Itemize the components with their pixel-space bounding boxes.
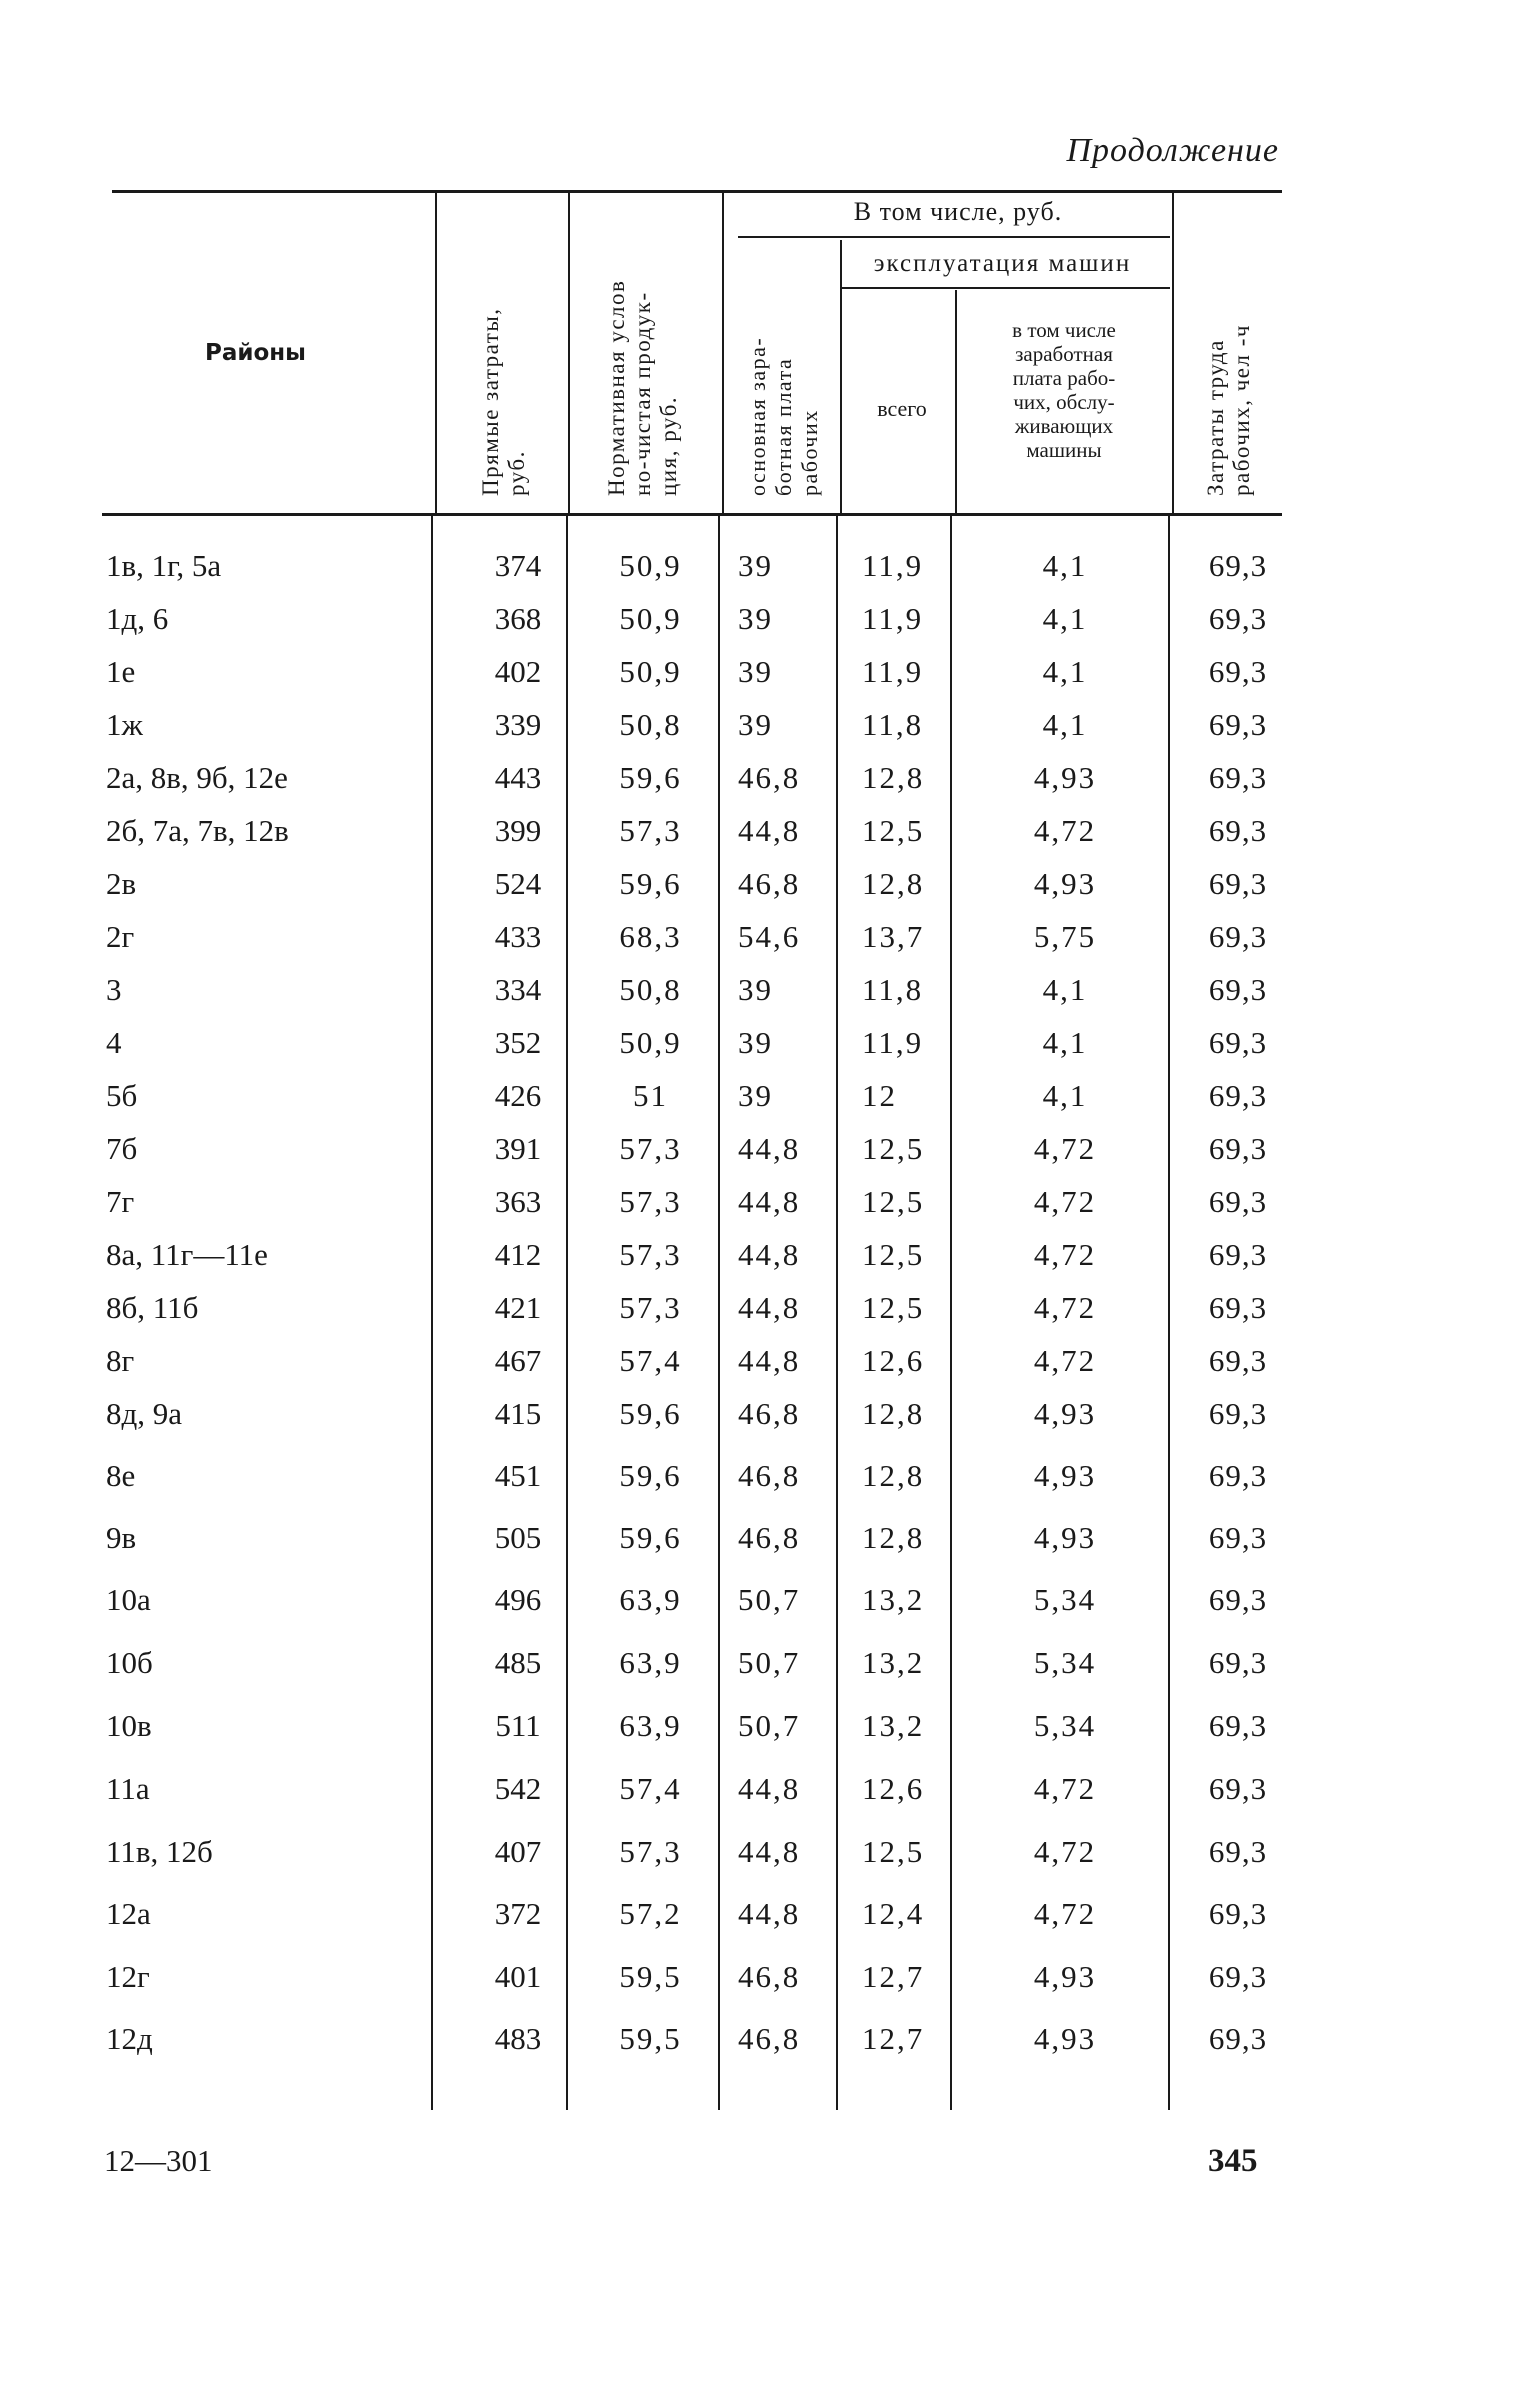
cell-norm: 63,9 xyxy=(619,1708,682,1743)
col-divider-5-head xyxy=(955,290,957,513)
cell-wage: 4,72 xyxy=(1033,1184,1097,1219)
cell-total: 12,5 xyxy=(862,1237,925,1272)
cell-labor: 69,3 xyxy=(1208,601,1268,636)
cell-district: 2в xyxy=(106,866,137,901)
cell-norm: 63,9 xyxy=(619,1582,682,1617)
cell-direct: 426 xyxy=(494,1078,542,1113)
cell-wage: 4,72 xyxy=(1033,1771,1097,1806)
cell-base: 44,8 xyxy=(738,813,801,848)
cell-labor: 69,3 xyxy=(1208,1645,1268,1680)
cell-base: 39 xyxy=(738,654,773,689)
cell-district: 8е xyxy=(106,1458,136,1493)
continuation-label: Продолжение xyxy=(1066,132,1279,169)
table-row xyxy=(0,1959,1523,2009)
cell-district: 3 xyxy=(106,972,122,1007)
cell-labor: 69,3 xyxy=(1208,1343,1268,1378)
cell-norm: 57,3 xyxy=(619,1237,682,1272)
header-direct-costs: Прямые затраты, руб. xyxy=(478,307,529,496)
cell-labor: 69,3 xyxy=(1208,1396,1268,1431)
table-row xyxy=(0,1896,1523,1946)
cell-total: 13,2 xyxy=(862,1708,925,1743)
cell-norm: 50,9 xyxy=(619,1025,682,1060)
cell-norm: 63,9 xyxy=(619,1645,682,1680)
cell-direct: 368 xyxy=(494,601,542,636)
cell-direct: 451 xyxy=(494,1458,542,1493)
cell-district: 10а xyxy=(106,1582,151,1617)
cell-district: 8а, 11г—11е xyxy=(106,1237,268,1272)
cell-wage: 4,1 xyxy=(1042,601,1088,636)
cell-wage: 4,93 xyxy=(1033,1458,1097,1493)
cell-labor: 69,3 xyxy=(1208,866,1268,901)
header-incl-group: В том числе, руб. xyxy=(853,197,1063,226)
table-row xyxy=(0,1771,1523,1821)
cell-direct: 339 xyxy=(494,707,542,742)
cell-total: 12,8 xyxy=(862,866,925,901)
table-row xyxy=(0,654,1523,704)
cell-direct: 334 xyxy=(494,972,542,1007)
cell-direct: 399 xyxy=(494,813,542,848)
cell-base: 46,8 xyxy=(738,1396,801,1431)
cell-labor: 69,3 xyxy=(1208,1708,1268,1743)
cell-wage: 4,93 xyxy=(1033,760,1097,795)
cell-direct: 505 xyxy=(494,1520,542,1555)
cell-base: 50,7 xyxy=(738,1582,801,1617)
cell-base: 50,7 xyxy=(738,1708,801,1743)
table-row xyxy=(0,1708,1523,1758)
table-row xyxy=(0,813,1523,863)
table-row xyxy=(0,1582,1523,1632)
table-row xyxy=(0,972,1523,1022)
table-row xyxy=(0,707,1523,757)
cell-norm: 59,6 xyxy=(619,1396,682,1431)
cell-norm: 57,4 xyxy=(619,1343,682,1378)
cell-wage: 5,34 xyxy=(1033,1708,1097,1743)
cell-total: 12,8 xyxy=(862,1458,925,1493)
header-districts: Районы xyxy=(205,340,306,366)
cell-total: 13,7 xyxy=(862,919,925,954)
cell-district: 12а xyxy=(106,1896,151,1931)
cell-direct: 402 xyxy=(494,654,542,689)
cell-direct: 363 xyxy=(494,1184,542,1219)
cell-norm: 57,3 xyxy=(619,813,682,848)
header-bottom-rule xyxy=(102,513,1282,516)
table-top-rule xyxy=(112,190,1282,193)
cell-wage: 4,1 xyxy=(1042,654,1088,689)
cell-wage: 4,72 xyxy=(1033,1131,1097,1166)
cell-total: 12,8 xyxy=(862,1396,925,1431)
cell-district: 12д xyxy=(106,2021,153,2056)
cell-total: 11,9 xyxy=(862,548,924,583)
page-number: 345 xyxy=(1208,2143,1258,2179)
cell-district: 9в xyxy=(106,1520,137,1555)
cell-district: 11а xyxy=(106,1771,150,1806)
col-divider-1-head xyxy=(435,193,437,513)
cell-norm: 68,3 xyxy=(619,919,682,954)
table-row xyxy=(0,1237,1523,1287)
cell-total: 12,8 xyxy=(862,760,925,795)
cell-total: 12,8 xyxy=(862,1520,925,1555)
cell-total: 11,8 xyxy=(862,707,924,742)
cell-direct: 352 xyxy=(494,1025,542,1060)
cell-labor: 69,3 xyxy=(1208,760,1268,795)
header-normative-product: Нормативная услов но-чистая продук- ция, руб. xyxy=(604,279,681,496)
table-row xyxy=(0,1078,1523,1128)
cell-district: 1ж xyxy=(106,707,143,742)
cell-direct: 542 xyxy=(494,1771,542,1806)
table-row xyxy=(0,1520,1523,1570)
cell-wage: 4,72 xyxy=(1033,1237,1097,1272)
table-row xyxy=(0,919,1523,969)
cell-total: 12,5 xyxy=(862,1290,925,1325)
cell-total: 12,7 xyxy=(862,1959,925,1994)
cell-direct: 524 xyxy=(494,866,542,901)
cell-district: 8д, 9а xyxy=(106,1396,183,1431)
cell-base: 46,8 xyxy=(738,1520,801,1555)
cell-total: 12,6 xyxy=(862,1343,925,1378)
cell-district: 1е xyxy=(106,654,136,689)
cell-total: 12,5 xyxy=(862,1834,925,1869)
table-row xyxy=(0,866,1523,916)
cell-labor: 69,3 xyxy=(1208,1025,1268,1060)
cell-base: 46,8 xyxy=(738,760,801,795)
cell-direct: 407 xyxy=(494,1834,542,1869)
cell-base: 39 xyxy=(738,1078,773,1113)
cell-labor: 69,3 xyxy=(1208,972,1268,1007)
cell-norm: 50,8 xyxy=(619,972,682,1007)
cell-total: 12,7 xyxy=(862,2021,925,2056)
cell-norm: 50,9 xyxy=(619,654,682,689)
cell-base: 44,8 xyxy=(738,1343,801,1378)
cell-wage: 4,72 xyxy=(1033,813,1097,848)
cell-direct: 412 xyxy=(494,1237,542,1272)
table-row xyxy=(0,1025,1523,1075)
cell-district: 10б xyxy=(106,1645,153,1680)
table-row xyxy=(0,1458,1523,1508)
cell-wage: 4,93 xyxy=(1033,866,1097,901)
table-row xyxy=(0,601,1523,651)
cell-labor: 69,3 xyxy=(1208,1184,1268,1219)
header-incl-wages: в том числе заработная плата рабо- чих, обслу- живающих машины xyxy=(1012,318,1116,462)
cell-direct: 443 xyxy=(494,760,542,795)
cell-district: 7б xyxy=(106,1131,138,1166)
cell-base: 39 xyxy=(738,707,773,742)
cell-wage: 4,93 xyxy=(1033,1520,1097,1555)
cell-district: 11в, 12б xyxy=(106,1834,213,1869)
cell-base: 39 xyxy=(738,972,773,1007)
printer-signature: 12—301 xyxy=(104,2143,213,2178)
cell-district: 8б, 11б xyxy=(106,1290,199,1325)
table-row xyxy=(0,1396,1523,1446)
table-row xyxy=(0,1290,1523,1340)
cell-direct: 496 xyxy=(494,1582,542,1617)
cell-base: 44,8 xyxy=(738,1896,801,1931)
cell-direct: 401 xyxy=(494,1959,542,1994)
cell-district: 12г xyxy=(106,1959,150,1994)
cell-wage: 5,34 xyxy=(1033,1645,1097,1680)
cell-base: 44,8 xyxy=(738,1771,801,1806)
cell-total: 12,4 xyxy=(862,1896,925,1931)
cell-labor: 69,3 xyxy=(1208,1078,1268,1113)
cell-district: 2а, 8в, 9б, 12е xyxy=(106,760,288,795)
cell-norm: 59,6 xyxy=(619,760,682,795)
cell-base: 46,8 xyxy=(738,1959,801,1994)
cell-norm: 50,9 xyxy=(619,548,682,583)
table-row xyxy=(0,1184,1523,1234)
cell-base: 39 xyxy=(738,548,773,583)
col-divider-3-head xyxy=(722,193,724,513)
cell-labor: 69,3 xyxy=(1208,1237,1268,1272)
cell-total: 13,2 xyxy=(862,1582,925,1617)
cell-base: 44,8 xyxy=(738,1237,801,1272)
cell-norm: 59,5 xyxy=(619,2021,682,2056)
cell-total: 12,5 xyxy=(862,1184,925,1219)
cell-total: 12,5 xyxy=(862,1131,925,1166)
cell-direct: 374 xyxy=(494,548,542,583)
cell-direct: 372 xyxy=(494,1896,542,1931)
table-row xyxy=(0,760,1523,810)
table-row xyxy=(0,2021,1523,2071)
cell-total: 12,5 xyxy=(862,813,925,848)
col-divider-6-head xyxy=(1172,193,1174,513)
col-divider-2-head xyxy=(568,193,570,513)
cell-labor: 69,3 xyxy=(1208,1834,1268,1869)
cell-base: 44,8 xyxy=(738,1131,801,1166)
cell-district: 1д, 6 xyxy=(106,601,169,636)
cell-direct: 391 xyxy=(494,1131,542,1166)
cell-labor: 69,3 xyxy=(1208,919,1268,954)
header-base-wages: основная зара- ботная плата рабочих xyxy=(745,336,822,496)
cell-direct: 511 xyxy=(495,1708,541,1743)
cell-labor: 69,3 xyxy=(1208,813,1268,848)
cell-norm: 59,6 xyxy=(619,1520,682,1555)
cell-wage: 4,72 xyxy=(1033,1834,1097,1869)
cell-labor: 69,3 xyxy=(1208,1290,1268,1325)
header-machine-exploitation: эксплуатация машин xyxy=(873,250,1132,277)
cell-district: 1в, 1г, 5а xyxy=(106,548,222,583)
cell-base: 39 xyxy=(738,601,773,636)
cell-base: 39 xyxy=(738,1025,773,1060)
table-row xyxy=(0,548,1523,598)
group-underline xyxy=(738,236,1170,238)
cell-direct: 415 xyxy=(494,1396,542,1431)
cell-direct: 483 xyxy=(494,2021,542,2056)
cell-norm: 51 xyxy=(633,1078,668,1113)
cell-labor: 69,3 xyxy=(1208,1896,1268,1931)
cell-wage: 4,93 xyxy=(1033,1959,1097,1994)
header-total: всего xyxy=(877,396,927,421)
cell-labor: 69,3 xyxy=(1208,1959,1268,1994)
cell-base: 46,8 xyxy=(738,1458,801,1493)
table-row xyxy=(0,1645,1523,1695)
cell-norm: 57,4 xyxy=(619,1771,682,1806)
cell-base: 44,8 xyxy=(738,1184,801,1219)
cell-base: 46,8 xyxy=(738,866,801,901)
cell-norm: 57,3 xyxy=(619,1290,682,1325)
cell-total: 12 xyxy=(862,1078,897,1113)
cell-direct: 485 xyxy=(494,1645,542,1680)
cell-wage: 4,1 xyxy=(1042,707,1088,742)
cell-base: 44,8 xyxy=(738,1834,801,1869)
cell-norm: 57,3 xyxy=(619,1184,682,1219)
exploit-underline xyxy=(842,287,1170,289)
cell-district: 8г xyxy=(106,1343,135,1378)
cell-total: 11,9 xyxy=(862,654,924,689)
cell-wage: 4,93 xyxy=(1033,1396,1097,1431)
cell-labor: 69,3 xyxy=(1208,654,1268,689)
cell-total: 13,2 xyxy=(862,1645,925,1680)
cell-norm: 57,3 xyxy=(619,1131,682,1166)
cell-labor: 69,3 xyxy=(1208,707,1268,742)
cell-labor: 69,3 xyxy=(1208,1131,1268,1166)
header-labor: Затраты труда рабочих, чел -ч xyxy=(1203,324,1254,496)
cell-total: 11,9 xyxy=(862,1025,924,1060)
cell-labor: 69,3 xyxy=(1208,1771,1268,1806)
cell-wage: 4,1 xyxy=(1042,548,1088,583)
cell-wage: 4,1 xyxy=(1042,972,1088,1007)
cell-wage: 4,1 xyxy=(1042,1078,1088,1113)
cell-wage: 4,72 xyxy=(1033,1343,1097,1378)
cell-labor: 69,3 xyxy=(1208,2021,1268,2056)
cell-district: 2г xyxy=(106,919,135,954)
cell-district: 4 xyxy=(106,1025,122,1060)
cell-wage: 4,1 xyxy=(1042,1025,1088,1060)
cell-labor: 69,3 xyxy=(1208,1458,1268,1493)
cell-norm: 50,9 xyxy=(619,601,682,636)
col-divider-4-head xyxy=(840,240,842,513)
table-row xyxy=(0,1131,1523,1181)
cell-direct: 433 xyxy=(494,919,542,954)
cell-wage: 5,34 xyxy=(1033,1582,1097,1617)
cell-labor: 69,3 xyxy=(1208,1520,1268,1555)
cell-norm: 50,8 xyxy=(619,707,682,742)
cell-labor: 69,3 xyxy=(1208,548,1268,583)
cell-wage: 5,75 xyxy=(1033,919,1097,954)
cell-base: 50,7 xyxy=(738,1645,801,1680)
cell-labor: 69,3 xyxy=(1208,1582,1268,1617)
cell-total: 11,8 xyxy=(862,972,924,1007)
cell-total: 11,9 xyxy=(862,601,924,636)
cell-wage: 4,93 xyxy=(1033,2021,1097,2056)
cell-district: 10в xyxy=(106,1708,152,1743)
table-row xyxy=(0,1343,1523,1393)
cell-norm: 59,6 xyxy=(619,866,682,901)
cell-base: 46,8 xyxy=(738,2021,801,2056)
cell-norm: 57,2 xyxy=(619,1896,682,1931)
cell-norm: 57,3 xyxy=(619,1834,682,1869)
table-row xyxy=(0,1834,1523,1884)
cell-base: 54,6 xyxy=(738,919,801,954)
cell-total: 12,6 xyxy=(862,1771,925,1806)
cell-district: 5б xyxy=(106,1078,138,1113)
cell-base: 44,8 xyxy=(738,1290,801,1325)
cell-wage: 4,72 xyxy=(1033,1290,1097,1325)
cell-norm: 59,6 xyxy=(619,1458,682,1493)
cell-district: 2б, 7а, 7в, 12в xyxy=(106,813,289,848)
cell-direct: 421 xyxy=(494,1290,542,1325)
cell-district: 7г xyxy=(106,1184,135,1219)
cell-wage: 4,72 xyxy=(1033,1896,1097,1931)
cell-norm: 59,5 xyxy=(619,1959,682,1994)
cell-direct: 467 xyxy=(494,1343,542,1378)
